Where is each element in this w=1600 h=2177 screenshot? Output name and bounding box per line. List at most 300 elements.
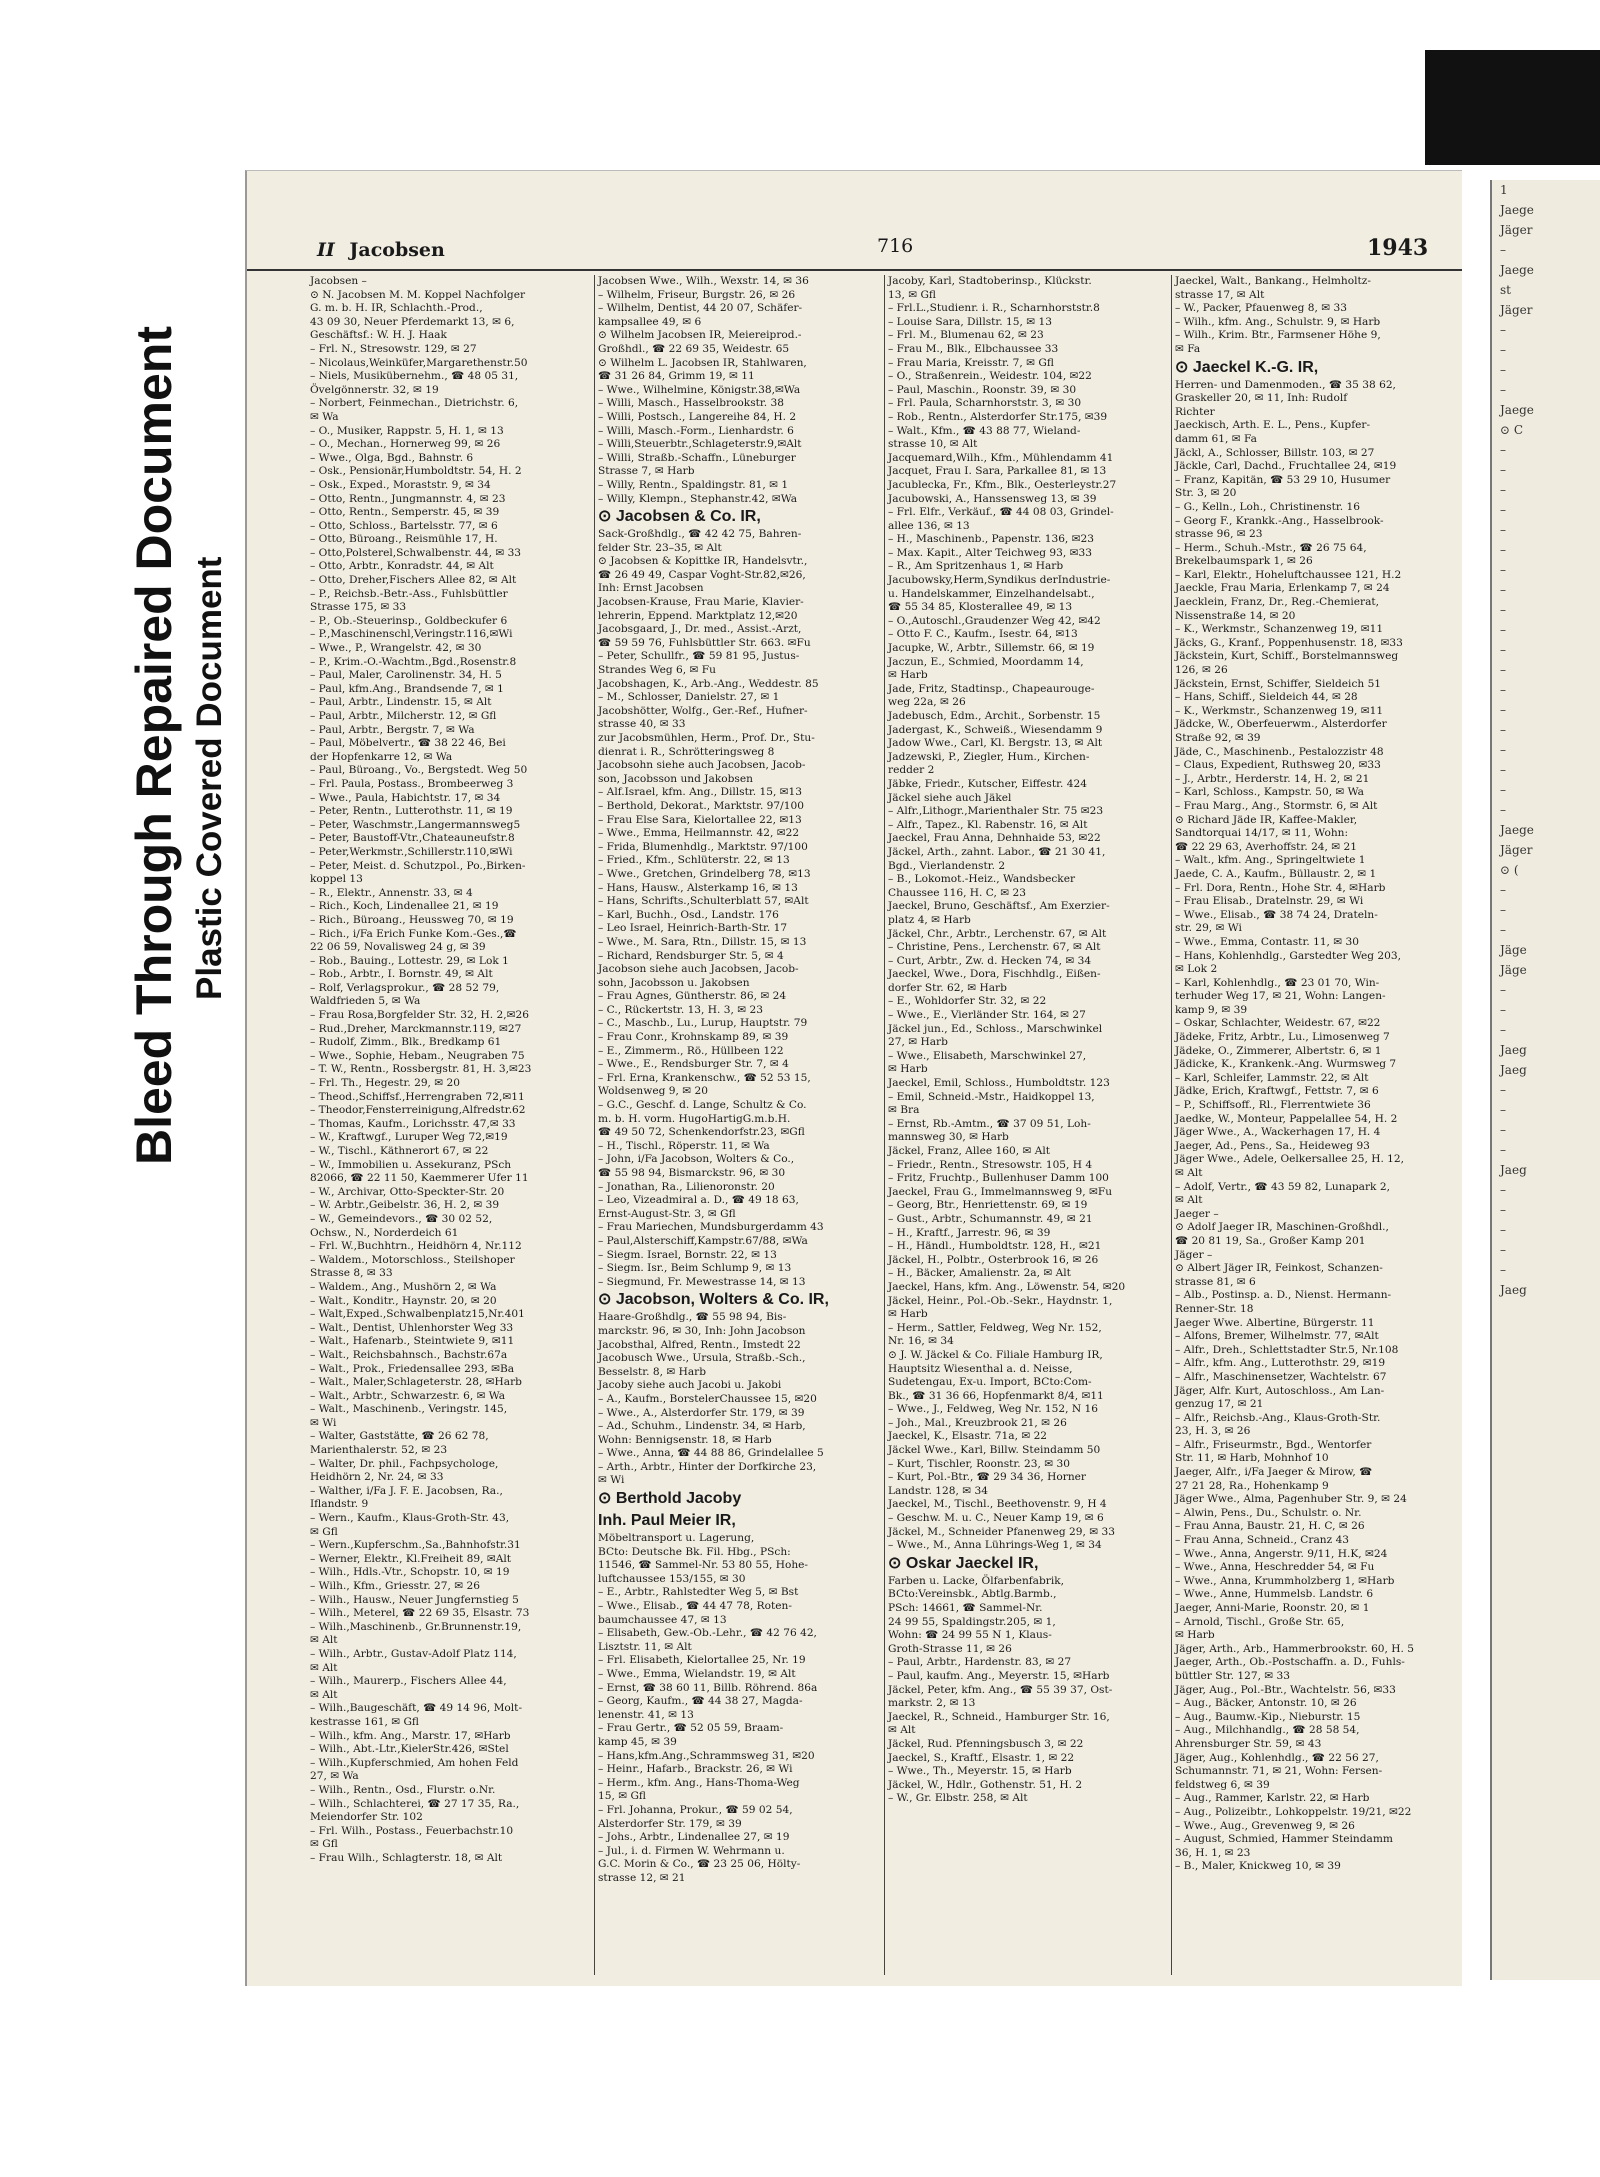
directory-entry: – W., Archivar, Otto-Speckter-Str. 20 bbox=[310, 1185, 505, 1198]
fragment-line: Jäger bbox=[1500, 223, 1533, 237]
directory-entry: Jäckel, Franz, Allee 160, ✉ Alt bbox=[888, 1145, 1051, 1157]
directory-entry: Jäckel, Peter, kfm. Ang., ☎ 55 39 37, Ost- bbox=[888, 1683, 1113, 1696]
directory-entry: – Frl. Paula, Scharnhorststr. 3, ✉ 30 bbox=[888, 397, 1082, 410]
directory-entry: – Frau M., Blk., Elbchaussee 33 bbox=[888, 342, 1059, 355]
directory-entry: – Leo Israel, Heinrich-Barth-Str. 17 bbox=[598, 922, 788, 935]
directory-entry: Jäckl, A., Schlosser, Billstr. 103, ✉ 27 bbox=[1175, 446, 1375, 459]
directory-entry: Strasse 8, ✉ 33 bbox=[310, 1267, 393, 1280]
directory-entry: Strasse 7, ✉ Harb bbox=[598, 465, 695, 478]
directory-entry: – Otto, Arbtr., Konradstr. 44, ✉ Alt bbox=[310, 560, 494, 573]
directory-entry: Jaeckel, Emil, Schloss., Humboldtstr. 123 bbox=[888, 1077, 1110, 1090]
directory-entry: – Wwe., P., Wrangelstr. 42, ✉ 30 bbox=[310, 642, 482, 655]
directory-entry: – Wilh., Maurerp., Fischers Allee 44, bbox=[310, 1675, 507, 1688]
directory-entry: – P., Krim.-O.-Wachtm.,Bgd.,Rosenstr.8 bbox=[310, 655, 517, 668]
directory-entry: – H., Bäcker, Amalienstr. 2a, ✉ Alt bbox=[888, 1267, 1071, 1280]
directory-entry: koppel 13 bbox=[310, 873, 363, 886]
directory-entry: – Walt,Exped.,Schwalbenplatz15,Nr.401 bbox=[310, 1308, 525, 1321]
directory-entry: – Karl, Kohlenhdlg., ☎ 23 01 70, Win- bbox=[1175, 976, 1380, 989]
fragment-line: – bbox=[1500, 383, 1506, 397]
directory-entry: – Paul, kaufm. Ang., Meyerstr. 15, ✉Harb bbox=[888, 1669, 1110, 1682]
fragment-line: – bbox=[1500, 1143, 1506, 1157]
fragment-line: – bbox=[1500, 323, 1506, 337]
directory-entry: markstr. 2, ✉ 13 bbox=[888, 1697, 976, 1710]
directory-entry: – Aug., Polizeibtr., Lohkoppelstr. 19/21, ✉22 bbox=[1175, 1805, 1412, 1818]
fragment-line: – bbox=[1500, 603, 1506, 617]
directory-entry: ⊙ Jacobson, Wolters & Co. IR, bbox=[598, 1291, 829, 1309]
directory-entry: – Wwe., Sophie, Hebam., Neugraben 75 bbox=[310, 1049, 525, 1062]
directory-entry: – Wwe., Anne, Hummelsb. Landstr. 6 bbox=[1175, 1588, 1374, 1601]
directory-entry: ✉ Harb bbox=[888, 1063, 928, 1076]
directory-entry: Jaeger, Alfr., i/Fa Jaeger & Mirow, ☎ bbox=[1175, 1466, 1373, 1479]
directory-page bbox=[245, 170, 1462, 1986]
directory-entry: – Geschw. M. u. C., Neuer Kamp 19, ✉ 6 bbox=[888, 1512, 1104, 1525]
fragment-line: – bbox=[1500, 723, 1506, 737]
directory-entry: – Aug., Bäcker, Antonstr. 10, ✉ 26 bbox=[1175, 1697, 1357, 1710]
directory-entry: Hauptsitz Wiesenthal a. d. Neisse, bbox=[888, 1362, 1073, 1375]
directory-entry: – Wilhelm, Dentist, 44 20 07, Schäfer- bbox=[598, 302, 803, 315]
directory-entry: G.C. Morin & Co., ☎ 23 25 06, Hölty- bbox=[598, 1858, 801, 1871]
directory-entry: – Frau Elisab., Dratelnstr. 29, ✉ Wi bbox=[1175, 895, 1364, 908]
directory-entry: Jacobsen – bbox=[310, 275, 367, 287]
directory-entry: damm 61, ✉ Fa bbox=[1175, 432, 1257, 445]
directory-entry: – Otto,Polsterel,Schwalbenstr. 44, ✉ 33 bbox=[310, 546, 522, 559]
directory-entry: dienrat i. R., Schrötteringsweg 8 bbox=[598, 745, 775, 758]
directory-entry: Jaeckel, K., Elsastr. 71a, ✉ 22 bbox=[888, 1430, 1048, 1443]
directory-entry: 43 09 30, Neuer Pferdemarkt 13, ✉ 6, bbox=[310, 315, 515, 328]
directory-entry: strasse 12, ✉ 21 bbox=[598, 1871, 686, 1884]
fragment-line: Jaege bbox=[1500, 263, 1534, 277]
directory-entry: – K., Werkmstr., Schanzenweg 19, ✉11 bbox=[1175, 704, 1384, 717]
directory-entry: – Leo, Vizeadmiral a. D., ☎ 49 18 63, bbox=[598, 1194, 799, 1207]
directory-entry: ⊙ Berthold Jacoby bbox=[598, 1490, 742, 1508]
directory-entry: – Wwe., A., Alsterdorfer Str. 179, ✉ 39 bbox=[598, 1406, 805, 1419]
directory-entry: – Walter, Gaststätte, ☎ 26 62 78, bbox=[310, 1430, 489, 1443]
directory-entry: BCto: Deutsche Bk. Fil. Hbg., PSch: bbox=[598, 1545, 791, 1558]
directory-entry: – Georg, Kaufm., ☎ 44 38 27, Magda- bbox=[598, 1695, 803, 1708]
directory-entry: Inh: Ernst Jacobsen bbox=[598, 582, 704, 595]
directory-entry: ⊙ Jacobsen & Kopittke IR, Handelsvtr., bbox=[598, 555, 808, 568]
directory-entry: – G., Kelln., Loh., Christinenstr. 16 bbox=[1175, 500, 1360, 513]
directory-entry: kestrasse 161, ✉ Gfl bbox=[310, 1715, 419, 1728]
directory-entry: ⊙ Richard Jäde IR, Kaffee-Makler, bbox=[1175, 813, 1358, 826]
directory-entry: Richter bbox=[1175, 405, 1215, 418]
directory-entry: – Theod.,Schiffsf.,Herrengraben 72,✉11 bbox=[310, 1090, 525, 1103]
directory-entry: – Waldem., Ang., Mushörn 2, ✉ Wa bbox=[310, 1280, 497, 1293]
directory-entry: – J., Arbtr., Herderstr. 14, H. 2, ✉ 21 bbox=[1175, 772, 1370, 785]
directory-entry: – Frau Anna, Baustr. 21, H. C, ✉ 26 bbox=[1175, 1520, 1365, 1533]
directory-entry: son, Jacobsson und Jakobsen bbox=[598, 772, 753, 785]
directory-entry: – John, i/Fa Jacobson, Wolters & Co., bbox=[598, 1153, 795, 1166]
fragment-line: Jäger bbox=[1500, 843, 1533, 857]
directory-entry: – Wilhelm, Friseur, Burgstr. 26, ✉ 26 bbox=[598, 288, 796, 301]
directory-entry: Jaeger – bbox=[1175, 1207, 1219, 1220]
directory-entry: – Frau Gertr., ☎ 52 05 59, Braam- bbox=[598, 1722, 784, 1735]
directory-entry: redder 2 bbox=[888, 764, 935, 777]
directory-entry: ✉ Fa bbox=[1175, 342, 1201, 355]
directory-entry: 11546, ☎ Sammel-Nr. 53 80 55, Hohe- bbox=[598, 1559, 809, 1572]
directory-entry: Renner-Str. 18 bbox=[1175, 1302, 1254, 1315]
directory-entry: Jäckel, Chr., Arbtr., Lerchenstr. 67, ✉ Alt bbox=[888, 927, 1107, 940]
directory-entry: – Rud.,Dreher, Marckmannstr.119, ✉27 bbox=[310, 1022, 522, 1035]
directory-entry: – Otto F. C., Kaufm., Isestr. 64, ✉13 bbox=[888, 628, 1078, 641]
directory-entry: Jäger, Alfr. Kurt, Autoschloss., Am Lan- bbox=[1175, 1384, 1385, 1397]
directory-entry: Jacobsthal, Alfred, Rentn., Imstedt 22 bbox=[598, 1338, 801, 1351]
directory-entry: Jadergast, K., Schweiß., Wiesendamm 9 bbox=[888, 723, 1103, 736]
column-1 bbox=[307, 275, 592, 1975]
directory-entry: zur Jacobsmühlen, Herm., Prof. Dr., Stu- bbox=[598, 732, 815, 744]
directory-entry: – Friedr., Rentn., Stresowstr. 105, H 4 bbox=[888, 1158, 1093, 1171]
fragment-line: – bbox=[1500, 583, 1506, 597]
directory-entry: – Walt., Arbtr., Schwarzestr. 6, ✉ Wa bbox=[310, 1389, 506, 1402]
directory-entry: terhuder Weg 17, ✉ 21, Wohn: Langen- bbox=[1175, 990, 1386, 1003]
directory-entry: – W., Kraftwgf., Luruper Weg 72,✉19 bbox=[310, 1131, 508, 1144]
directory-entry: – Alfr., Dreh., Schlettstadter Str.5, Nr.108 bbox=[1175, 1343, 1399, 1356]
directory-entry: – Aug., Baumw.-Kip., Nieburstr. 15 bbox=[1175, 1710, 1361, 1723]
directory-entry: Jacubowsky,Herm,Syndikus derIndustrie- bbox=[888, 574, 1111, 587]
directory-entry: – Frau Maria, Kreisstr. 7, ✉ Gfl bbox=[888, 356, 1054, 369]
directory-entry: – R., Elektr., Annenstr. 33, ✉ 4 bbox=[310, 886, 473, 899]
directory-entry: Waldfrieden 5, ✉ Wa bbox=[310, 995, 421, 1008]
directory-entry: Jäger Wwe., Adele, Oelkersallee 25, H. 12, bbox=[1175, 1153, 1405, 1166]
directory-entry: – C., Rückertstr. 13, H. 3, ✉ 23 bbox=[598, 1003, 763, 1016]
directory-entry: lenenstr. 41, ✉ 13 bbox=[598, 1708, 694, 1721]
directory-entry: – Wwe., Anna, Krummholzberg 1, ✉Harb bbox=[1175, 1574, 1395, 1587]
directory-entry: ✉ Harb bbox=[888, 1308, 928, 1321]
directory-entry: – Osk., Exped., Moraststr. 9, ✉ 34 bbox=[310, 478, 491, 491]
directory-entry: – Paul, Maler, Carolinenstr. 34, H. 5 bbox=[310, 669, 502, 682]
directory-entry: – O., Mechan., Hornerweg 99, ✉ 26 bbox=[310, 438, 501, 451]
directory-entry: – Wilh., Meterel, ☎ 22 69 35, Elsastr. 73 bbox=[310, 1607, 530, 1620]
directory-entry: 15, ✉ Gfl bbox=[598, 1790, 646, 1803]
directory-entry: – Walt., Kfm., ☎ 43 88 77, Wieland- bbox=[888, 424, 1081, 437]
directory-entry: mannsweg 30, ✉ Harb bbox=[888, 1131, 1009, 1144]
directory-entry: Jaeckel, Frau G., Immelmannsweg 9, ✉Fu bbox=[888, 1185, 1113, 1198]
directory-entry: – Wilh., Hdls.-Vtr., Schopstr. 10, ✉ 19 bbox=[310, 1566, 510, 1579]
directory-entry: Jacobsgaard, J., Dr. med., Assist.-Arzt, bbox=[598, 623, 802, 636]
directory-entry: – Otto, Rentn., Jungmannstr. 4, ✉ 23 bbox=[310, 492, 506, 505]
directory-entry: – P., Schiffsoff., Rl., Flerrentwiete 36 bbox=[1175, 1099, 1371, 1112]
directory-entry: – Willy, Rentn., Spaldingstr. 81, ✉ 1 bbox=[598, 478, 789, 491]
directory-entry: Jacubowski, A., Hanssensweg 13, ✉ 39 bbox=[888, 492, 1097, 505]
directory-entry: – Wilh.,Baugeschäft, ☎ 49 14 96, Molt- bbox=[310, 1702, 523, 1715]
directory-entry: – Wwe., M. Sara, Rtn., Dillstr. 15, ✉ 13 bbox=[598, 935, 807, 948]
directory-entry: – M., Schlosser, Danielstr. 27, ✉ 1 bbox=[598, 691, 780, 704]
directory-entry: 36, H. 1, ✉ 23 bbox=[1175, 1846, 1251, 1859]
directory-entry: ✉ Gfl bbox=[310, 1838, 338, 1851]
directory-entry: Jaeckel, R., Schneid., Hamburger Str. 16, bbox=[888, 1710, 1110, 1723]
directory-entry: – Frl. Elisabeth, Kielortallee 25, Nr. 19 bbox=[598, 1654, 806, 1667]
directory-entry: – Max. Kapit., Alter Teichweg 93, ✉33 bbox=[888, 546, 1093, 559]
directory-entry: Jäger, Aug., Kohlenhdlg., ☎ 22 56 27, bbox=[1175, 1751, 1379, 1764]
directory-entry: – H., Maschinenb., Papenstr. 136, ✉23 bbox=[888, 533, 1095, 546]
directory-entry: Jaeger, Ad., Pens., Sa., Heideweg 93 bbox=[1175, 1139, 1370, 1152]
directory-entry: Woldsenweg 9, ✉ 20 bbox=[598, 1085, 708, 1098]
directory-entry: Sandtorquai 14/17, ✉ 11, Wohn: bbox=[1175, 827, 1349, 840]
directory-entry: ☎ 31 26 84, Grimm 19, ✉ 11 bbox=[598, 370, 755, 383]
directory-entry: ☎ 55 34 85, Klosterallee 49, ✉ 13 bbox=[888, 601, 1073, 614]
fragment-line: – bbox=[1500, 743, 1506, 757]
directory-entry: – Frl. Dora, Rentn., Hohe Str. 4, ✉Harb bbox=[1175, 881, 1386, 894]
directory-entry: – Frl. W.,Buchhtrn., Heidhörn 4, Nr.112 bbox=[310, 1240, 522, 1253]
directory-entry: – Wwe., Paula, Habichtstr. 17, ✉ 34 bbox=[310, 791, 501, 804]
directory-entry: – Paul,Alsterschiff,Kampstr.67/88, ✉Wa bbox=[598, 1234, 808, 1247]
directory-entry: – Arnold, Tischl., Große Str. 65, bbox=[1175, 1615, 1345, 1628]
directory-entry: genzug 17, ✉ 21 bbox=[1175, 1398, 1264, 1411]
directory-entry: – Herm., kfm. Ang., Hans-Thoma-Weg bbox=[598, 1776, 800, 1789]
directory-entry: – Hans,kfm.Ang.,Schrammsweg 31, ✉20 bbox=[598, 1749, 815, 1762]
fragment-line: Jaeg bbox=[1500, 1163, 1527, 1177]
fragment-line: – bbox=[1500, 443, 1506, 457]
directory-entry: ⊙ Wilhelm L. Jacobsen IR, Stahlwaren, bbox=[598, 356, 807, 369]
directory-entry: Geschäftsf.: W. H. J. Haak bbox=[310, 329, 447, 342]
directory-entry: Jäckel, W., Hdlr., Gothenstr. 51, H. 2 bbox=[888, 1778, 1083, 1791]
fragment-line: st bbox=[1500, 283, 1511, 297]
directory-entry: ☎ 26 49 49, Caspar Voght-Str.82,✉26, bbox=[598, 568, 806, 581]
directory-entry: Jadow Wwe., Carl, Kl. Bergstr. 13, ✉ Alt bbox=[888, 737, 1103, 750]
directory-entry: – Rolf, Verlagsprokur., ☎ 28 52 79, bbox=[310, 981, 500, 994]
directory-entry: – Siegm. Isr., Beim Schlump 9, ✉ 13 bbox=[598, 1262, 792, 1275]
directory-entry: – Jonathan, Ra., Lilienoronstr. 20 bbox=[598, 1180, 775, 1193]
directory-entry: Nissenstraße 14, ✉ 20 bbox=[1175, 609, 1296, 622]
directory-entry: – Frl. Paula, Postass., Brombeerweg 3 bbox=[310, 777, 514, 790]
directory-entry: Jacupke, W., Arbtr., Sillemstr. 66, ✉ 19 bbox=[888, 642, 1095, 655]
directory-entry: Ernst-August-Str. 3, ✉ Gfl bbox=[598, 1207, 736, 1220]
running-head bbox=[317, 239, 445, 261]
directory-entry: Jädcke, W., Oberfeuerwm., Alsterdorfer bbox=[1175, 718, 1387, 731]
directory-entry: – August, Schmied, Hammer Steindamm bbox=[1175, 1833, 1393, 1846]
directory-entry: ✉ Wi bbox=[598, 1474, 625, 1487]
directory-entry: – G.C., Geschf. d. Lange, Schultz & Co. bbox=[598, 1099, 807, 1112]
directory-entry: – Kurt, Tischler, Roonstr. 23, ✉ 30 bbox=[888, 1457, 1070, 1470]
column-2 bbox=[594, 275, 883, 1975]
directory-entry: Jacobsen-Krause, Frau Marie, Klavier- bbox=[598, 596, 804, 609]
directory-entry: – Ernst, Rb.-Amtm., ☎ 37 09 51, Loh- bbox=[888, 1117, 1091, 1130]
directory-entry: – Alfr., Tapez., Kl. Rabenstr. 16, ✉ Alt bbox=[888, 818, 1088, 831]
directory-entry: – Otto, Rentn., Semperstr. 45, ✉ 39 bbox=[310, 506, 500, 519]
directory-entry: BCto:Vereinsbk., Abtlg.Barmb., bbox=[888, 1588, 1057, 1601]
directory-entry: Jacobshagen, K., Arb.-Ang., Weddestr. 85 bbox=[598, 677, 819, 690]
fragment-line: – bbox=[1500, 1183, 1506, 1197]
directory-entry: Strasse 175, ✉ 33 bbox=[310, 601, 407, 614]
directory-entry: – Walt., kfm. Ang., Springeltwiete 1 bbox=[1175, 854, 1366, 867]
directory-entry: ✉ Alt bbox=[1175, 1167, 1203, 1179]
directory-entry: – A., Kaufm., BorstelerChaussee 15, ✉20 bbox=[598, 1392, 817, 1405]
directory-entry: Jaeckel, Walt., Bankang., Helmholtz- bbox=[1175, 275, 1371, 287]
directory-entry: dorfer Str. 62, ✉ Harb bbox=[888, 981, 1007, 994]
directory-entry: Marienthalerstr. 52, ✉ 23 bbox=[310, 1444, 448, 1457]
directory-entry: – Frau Conr., Krohnskamp 89, ✉ 39 bbox=[598, 1031, 789, 1044]
directory-entry: ⊙ Wilhelm Jacobsen IR, Meiereiprod.- bbox=[598, 329, 802, 342]
fragment-line: – bbox=[1500, 1103, 1506, 1117]
directory-entry: – Fried., Kfm., Schlüterstr. 22, ✉ 13 bbox=[598, 854, 790, 867]
directory-entry: – O., Musiker, Rappstr. 5, H. 1, ✉ 13 bbox=[310, 424, 504, 437]
fragment-line: – bbox=[1500, 983, 1506, 997]
directory-entry: ⊙ Albert Jäger IR, Feinkost, Schanzen- bbox=[1175, 1262, 1383, 1275]
directory-entry: Iflandstr. 9 bbox=[310, 1498, 369, 1511]
directory-entry: – Paul, Arbtr., Hardenstr. 83, ✉ 27 bbox=[888, 1656, 1072, 1669]
directory-entry: Herren- und Damenmoden., ☎ 35 38 62, bbox=[1175, 378, 1396, 391]
directory-entry: – E., Zimmerm., Rö., Hüllbeen 122 bbox=[598, 1044, 784, 1057]
directory-entry: – C., Maschb., Lu., Lurup, Hauptstr. 79 bbox=[598, 1017, 808, 1030]
directory-entry: Möbeltransport u. Lagerung, bbox=[598, 1532, 755, 1545]
directory-entry: Str. 11, ✉ Harb, Mohnhof 10 bbox=[1175, 1452, 1329, 1465]
directory-entry: Nr. 16, ✉ 34 bbox=[888, 1335, 954, 1348]
directory-entry: – Kurt, Pol.-Btr., ☎ 29 34 36, Horner bbox=[888, 1471, 1086, 1484]
directory-entry: Jaeger Wwe. Albertine, Bürgerstr. 11 bbox=[1175, 1316, 1375, 1329]
directory-entry: Bgd., Vierlandenstr. 2 bbox=[888, 859, 1006, 872]
fragment-line: – bbox=[1500, 663, 1506, 677]
directory-entry: – Wwe., Aug., Grevenweg 9, ✉ 26 bbox=[1175, 1819, 1355, 1832]
directory-entry: – Alfr.,Lithogr.,Marienthaler Str. 75 ✉23 bbox=[888, 805, 1104, 818]
directory-entry: – P., Reichsb.-Betr.-Ass., Fuhlsbüttler bbox=[310, 587, 508, 600]
directory-entry: – Wwe., E., Rendsburger Str. 7, ✉ 4 bbox=[598, 1058, 789, 1071]
fragment-line: – bbox=[1500, 883, 1506, 897]
fragment-line: – bbox=[1500, 643, 1506, 657]
fragment-line: ⊙ C bbox=[1500, 423, 1524, 437]
fragment-line: – bbox=[1500, 563, 1506, 577]
directory-entry: – Alfr., Maschinensetzer, Wachtelstr. 67 bbox=[1175, 1370, 1387, 1383]
directory-entry: Jaeckel, Hans, kfm. Ang., Löwenstr. 54, ✉20 bbox=[888, 1280, 1126, 1293]
directory-entry: strasse 96, ✉ 23 bbox=[1175, 528, 1263, 541]
directory-entry: – Wern.,Kupferschm.,Sa.,Bahnhofstr.31 bbox=[310, 1539, 521, 1552]
directory-entry: – Paul, Arbtr., Milcherstr. 12, ✉ Gfl bbox=[310, 710, 497, 722]
directory-entry: Jädeke, O., Zimmerer, Albertstr. 6, ✉ 1 bbox=[1175, 1044, 1382, 1057]
directory-entry: ⊙ N. Jacobsen M. M. Koppel Nachfolger bbox=[310, 288, 526, 301]
directory-entry: Jäger, Arth., Arb., Hammerbrookstr. 60, H. 5 bbox=[1175, 1642, 1414, 1655]
directory-entry: – Aug., Milchhandlg., ☎ 28 58 54, bbox=[1175, 1724, 1360, 1737]
directory-entry: – Norbert, Feinmechan., Dietrichstr. 6, bbox=[310, 397, 519, 410]
directory-entry: Jacobsohn siehe auch Jacobsen, Jacob- bbox=[598, 759, 806, 772]
directory-entry: ✉ Alt bbox=[310, 1634, 338, 1647]
directory-entry: – Richard, Rendsburger Str. 5, ✉ 4 bbox=[598, 949, 784, 962]
directory-entry: Ahrensburger Str. 59, ✉ 43 bbox=[1175, 1737, 1322, 1750]
directory-entry: – W., Immobilien u. Assekuranz, PSch bbox=[310, 1158, 512, 1171]
directory-entry: Jaeckel, Frau Anna, Dehnhaide 53, ✉22 bbox=[888, 832, 1101, 845]
directory-entry: – Wilh.,Kupferschmied, Am hohen Feld bbox=[310, 1756, 519, 1769]
fragment-line: – bbox=[1500, 623, 1506, 637]
directory-entry: – Frau Agnes, Güntherstr. 86, ✉ 24 bbox=[598, 990, 787, 1003]
directory-entry: – Karl, Schloss., Kampstr. 50, ✉ Wa bbox=[1175, 786, 1364, 799]
directory-entry: – Frl. Wilh., Postass., Feuerbachstr.10 bbox=[310, 1824, 514, 1837]
directory-entry: – Werner, Elektr., Kl.Freiheit 89, ✉Alt bbox=[310, 1552, 512, 1565]
directory-entry: Straße 92, ✉ 39 bbox=[1175, 732, 1261, 744]
fragment-line: – bbox=[1500, 483, 1506, 497]
directory-entry: Lisztstr. 11, ✉ Alt bbox=[598, 1640, 692, 1653]
directory-entry: PSch: 14661, ☎ Sammel-Nr. bbox=[888, 1602, 1043, 1614]
directory-entry: Jäckle, Carl, Dachd., Fruchtallee 24, ✉19 bbox=[1175, 460, 1397, 473]
directory-entry: Jaede, C. A., Kaufm., Büllaustr. 2, ✉ 1 bbox=[1175, 867, 1377, 880]
directory-entry: – Louise Sara, Dillstr. 15, ✉ 13 bbox=[888, 315, 1052, 328]
directory-entry: – Wwe., Elisabeth, Marschwinkel 27, bbox=[888, 1049, 1087, 1062]
directory-entry: – Peter, Schullfr., ☎ 59 81 95, Justus- bbox=[598, 650, 800, 663]
directory-entry: felder Str. 23–35, ✉ Alt bbox=[598, 541, 722, 554]
directory-entry: – Alfons, Bremer, Wilhelmstr. 77, ✉Alt bbox=[1175, 1330, 1379, 1343]
directory-entry: – Wwe., Anna, Heschredder 54, ✉ Fu bbox=[1175, 1561, 1375, 1574]
directory-entry: Jäckel Wwe., Karl, Billw. Steindamm 50 bbox=[888, 1444, 1101, 1457]
fragment-line: – bbox=[1500, 1243, 1506, 1257]
directory-entry: – Frl. Johanna, Prokur., ☎ 59 02 54, bbox=[598, 1803, 793, 1816]
directory-entry: Graskeller 20, ✉ 11, Inh: Rudolf bbox=[1175, 392, 1348, 405]
directory-entry: Jädicke, K., Krankenk.-Ang. Wurmsweg 7 bbox=[1175, 1058, 1397, 1071]
directory-entry: – Alfr., kfm. Ang., Lutterothstr. 29, ✉19 bbox=[1175, 1357, 1386, 1370]
directory-entry: Jäckstein, Ernst, Schiffer, Sieldeich 51 bbox=[1175, 677, 1382, 690]
directory-entry: Jäde, C., Maschinenb., Pestalozzistr 48 bbox=[1175, 745, 1384, 758]
directory-entry: Strandes Weg 6, ✉ Fu bbox=[598, 664, 716, 677]
directory-entry: Inh. Paul Meier IR, bbox=[598, 1512, 736, 1530]
directory-entry: – Peter, Waschmstr.,Langermannsweg5 bbox=[310, 818, 521, 831]
directory-entry: – Frau Mariechen, Mundsburgerdamm 43 bbox=[598, 1221, 824, 1234]
fragment-line: – bbox=[1500, 543, 1506, 557]
directory-entry: – Frau Anna, Schneid., Cranz 43 bbox=[1175, 1534, 1350, 1547]
directory-entry: – Otto, Büroang., Reismühle 17, H. bbox=[310, 533, 498, 546]
directory-entry: – Alfr., Reichsb.-Ang., Klaus-Groth-Str. bbox=[1175, 1411, 1381, 1424]
directory-entry: – Rudolf, Zimm., Blk., Bredkamp 61 bbox=[310, 1036, 502, 1049]
directory-entry: Jaecklein, Franz, Dr., Reg.-Chemierat, bbox=[1175, 596, 1380, 609]
directory-entry: – Wilh., Hausw., Neuer Jungfernstieg 5 bbox=[310, 1593, 519, 1606]
directory-entry: – Joh., Mal., Kreuzbrook 21, ✉ 26 bbox=[888, 1416, 1067, 1429]
directory-entry: – Georg, Btr., Henriettenstr. 69, ✉ 19 bbox=[888, 1199, 1088, 1212]
directory-entry: luftchaussee 153/155, ✉ 30 bbox=[598, 1572, 746, 1585]
directory-columns bbox=[307, 275, 1457, 1975]
directory-entry: 27 21 28, Ra., Hohenkamp 9 bbox=[1175, 1479, 1329, 1492]
directory-entry: ⊙ Adolf Jaeger IR, Maschinen-Großhdl., bbox=[1175, 1221, 1389, 1234]
next-page-fragment bbox=[1490, 180, 1600, 1980]
directory-entry: 126, ✉ 26 bbox=[1175, 664, 1228, 677]
directory-entry: – H., Tischl., Röperstr. 11, ✉ Wa bbox=[598, 1139, 770, 1152]
fragment-line: Jaege bbox=[1500, 203, 1534, 217]
fragment-line: Jaeg bbox=[1500, 1283, 1527, 1297]
directory-entry: Jaeckisch, Arth. E. L., Pens., Kupfer- bbox=[1175, 419, 1371, 432]
directory-entry: – Herm., Sattler, Feldweg, Weg Nr. 152, bbox=[888, 1321, 1102, 1334]
fragment-line: – bbox=[1500, 363, 1506, 377]
directory-entry: – Karl, Elektr., Hoheluftchaussee 121, H.2 bbox=[1175, 568, 1402, 581]
directory-entry: – Paul, Maschin., Roonstr. 39, ✉ 30 bbox=[888, 383, 1077, 396]
directory-entry: – Nicolaus,Weinküfer,Margarethenstr.50 bbox=[310, 356, 528, 369]
directory-entry: – Willi, Masch., Hasselbrookstr. 38 bbox=[598, 397, 785, 410]
directory-entry: – Wilh., Rentn., Osd., Flurstr. o.Nr. bbox=[310, 1783, 496, 1796]
directory-entry: – Peter, Baustoff-Vtr.,Chateauneufstr.8 bbox=[310, 832, 515, 845]
directory-entry: ✉ Bra bbox=[888, 1104, 920, 1117]
directory-entry: Str. 3, ✉ 20 bbox=[1175, 487, 1237, 500]
directory-entry: Jäckel, Rud. Pfenningsbusch 3, ✉ 22 bbox=[888, 1737, 1084, 1750]
directory-entry: – Walt., Reichsbahnsch., Bachstr.67a bbox=[310, 1348, 508, 1361]
directory-entry: – Niels, Musikübernehm., ☎ 48 05 31, bbox=[310, 370, 519, 383]
directory-entry: ☎ 59 59 76, Fuhlsbüttler Str. 663. ✉Fu bbox=[598, 636, 811, 649]
directory-entry: Landstr. 128, ✉ 34 bbox=[888, 1484, 988, 1497]
directory-entry: – Walt., Prok., Friedensallee 293, ✉Ba bbox=[310, 1362, 515, 1375]
directory-entry: Jäger Wwe., A., Wackerhagen 17, H. 4 bbox=[1175, 1126, 1381, 1139]
directory-entry: – Christine, Pens., Lerchenstr. 67, ✉ Alt bbox=[888, 941, 1101, 954]
fragment-line: – bbox=[1500, 923, 1506, 937]
directory-entry: – T. W., Rentn., Rossbergstr. 81, H. 3,✉23 bbox=[310, 1063, 532, 1076]
directory-entry: – R., Am Spritzenhaus 1, ✉ Harb bbox=[888, 560, 1064, 573]
directory-entry: strasse 17, ✉ Alt bbox=[1175, 288, 1265, 301]
directory-entry: baumchaussee 47, ✉ 13 bbox=[598, 1613, 727, 1626]
directory-entry: – Willi, Straßb.-Schaffn., Lüneburger bbox=[598, 451, 796, 464]
directory-entry: Jaeckel, Wwe., Dora, Fischhdlg., Eißen- bbox=[888, 968, 1101, 981]
fragment-line: Jaege bbox=[1500, 403, 1534, 417]
directory-entry: sohn, Jacobsson u. Jakobsen bbox=[598, 976, 750, 989]
directory-entry: – Paul, kfm.Ang., Brandsende 7, ✉ 1 bbox=[310, 682, 504, 695]
directory-entry: allee 136, ✉ 13 bbox=[888, 519, 970, 532]
directory-entry: Heidhörn 2, Nr. 24, ✉ 33 bbox=[310, 1471, 444, 1484]
directory-entry: – Georg F., Krankk.-Ang., Hasselbrook- bbox=[1175, 514, 1384, 527]
directory-entry: Großhdl., ☎ 22 69 35, Weidestr. 65 bbox=[598, 342, 790, 355]
directory-entry: – Rich., i/Fa Erich Funke Kom.-Ges.,☎ bbox=[310, 927, 517, 940]
directory-entry: – Wilh., Schlachterei, ☎ 27 17 35, Ra., bbox=[310, 1797, 520, 1810]
directory-entry: – Frau Marg., Ang., Stormstr. 6, ✉ Alt bbox=[1175, 799, 1378, 812]
directory-entry: – O., Straßenrein., Weidestr. 104, ✉22 bbox=[888, 370, 1092, 383]
